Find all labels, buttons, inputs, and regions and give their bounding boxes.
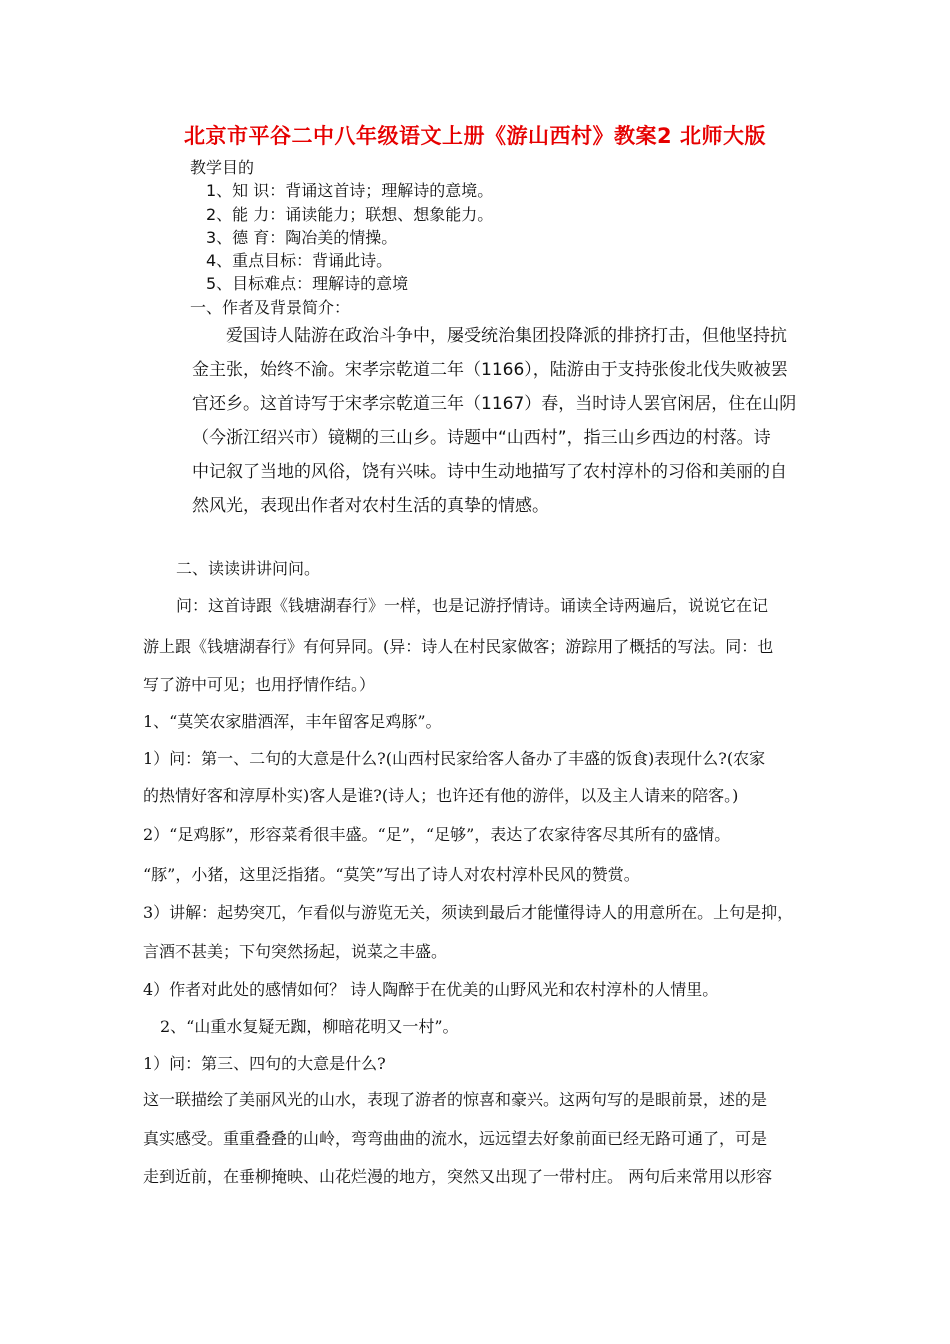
section2-line: 真实感受。重重叠叠的山岭，弯弯曲曲的流水，远远望去好象前面已经无路可通了，可是: [143, 1129, 768, 1148]
section1-line: （今浙江绍兴市）镜糊的三山乡。诗题中“山西村”，指三山乡西边的村落。诗: [192, 428, 771, 448]
objectives-heading: 教学目的: [190, 158, 255, 177]
section2-line: 问：这首诗跟《钱塘湖春行》一样，也是记游抒情诗。诵读全诗两遍后，说说它在记: [176, 596, 769, 615]
section1-line: 金主张，始终不渝。宋孝宗乾道二年（1166），陆游由于支持张俊北伐失败被罢: [192, 360, 788, 380]
section2-line: 这一联描绘了美丽风光的山水，表现了游者的惊喜和豪兴。这两句写的是眼前景，述的是: [143, 1090, 768, 1109]
objective-item: 2、能 力：诵读能力；联想、想象能力。: [206, 205, 494, 224]
section2-line: 1）问：第一、二句的大意是什么?(山西村民家给客人备办了丰盛的饭食)表现什么?(农家: [143, 749, 766, 768]
objective-item: 3、德 育：陶冶美的情操。: [206, 228, 398, 247]
section2-line: 游上跟《钱塘湖春行》有何异同。(异：诗人在村民家做客；游踪用了概括的写法。同：也: [143, 637, 774, 656]
section1-line: 爱国诗人陆游在政治斗争中，屡受统治集团投降派的排挤打击，但他坚持抗: [226, 326, 787, 346]
section2-line: 2、“山重水复疑无踟，柳暗花明又一村”。: [160, 1017, 459, 1036]
document-title: 北京市平谷二中八年级语文上册《游山西村》教案2 北师大版: [184, 124, 766, 148]
section2-line: 4）作者对此处的感情如何？ 诗人陶醉于在优美的山野风光和农村淳朴的人情里。: [143, 980, 719, 999]
objective-item: 4、重点目标：背诵此诗。: [206, 251, 393, 270]
section2-line: 1、“莫笑农家腊酒浑，丰年留客足鸡豚”。: [143, 712, 442, 731]
section2-line: 言酒不甚美；下句突然扬起，说菜之丰盛。: [143, 942, 448, 961]
section1-line: 官还乡。这首诗写于宋孝宗乾道三年（1167）春，当时诗人罢官闲居，住在山阴: [192, 394, 797, 414]
section2-line: 走到近前，在垂柳掩映、山花烂漫的地方，突然又出现了一带村庄。 两句后来常用以形容: [143, 1167, 773, 1186]
section1-line: 然风光，表现出作者对农村生活的真挚的情感。: [192, 496, 549, 516]
objective-item: 5、目标难点：理解诗的意境: [206, 274, 409, 293]
section2-line: 2）“足鸡豚”，形容菜肴很丰盛。“足”，“足够”，表达了农家待客尽其所有的盛情。: [143, 825, 731, 844]
section1-line: 中记叙了当地的风俗，饶有兴味。诗中生动地描写了农村淳朴的习俗和美丽的自: [192, 462, 787, 482]
section2-line: 写了游中可见；也用抒情作结。）: [143, 675, 376, 694]
section2-heading: 二、读读讲讲问问。: [176, 559, 321, 578]
section2-line: 1）问：第三、四句的大意是什么?: [143, 1054, 386, 1073]
section2-line: “豚”，小猪，这里泛指猪。“莫笑”写出了诗人对农村淳朴民风的赞赏。: [143, 865, 640, 884]
section2-line: 3）讲解：起势突兀，乍看似与游览无关，须读到最后才能懂得诗人的用意所在。上句是抑，: [143, 903, 794, 922]
section2-line: 的热情好客和淳厚朴实)客人是谁?(诗人；也许还有他的游伴，以及主人请来的陪客。): [143, 786, 739, 805]
section1-heading: 一、作者及背景简介：: [190, 298, 351, 317]
objective-item: 1、知 识：背诵这首诗；理解诗的意境。: [206, 181, 494, 200]
